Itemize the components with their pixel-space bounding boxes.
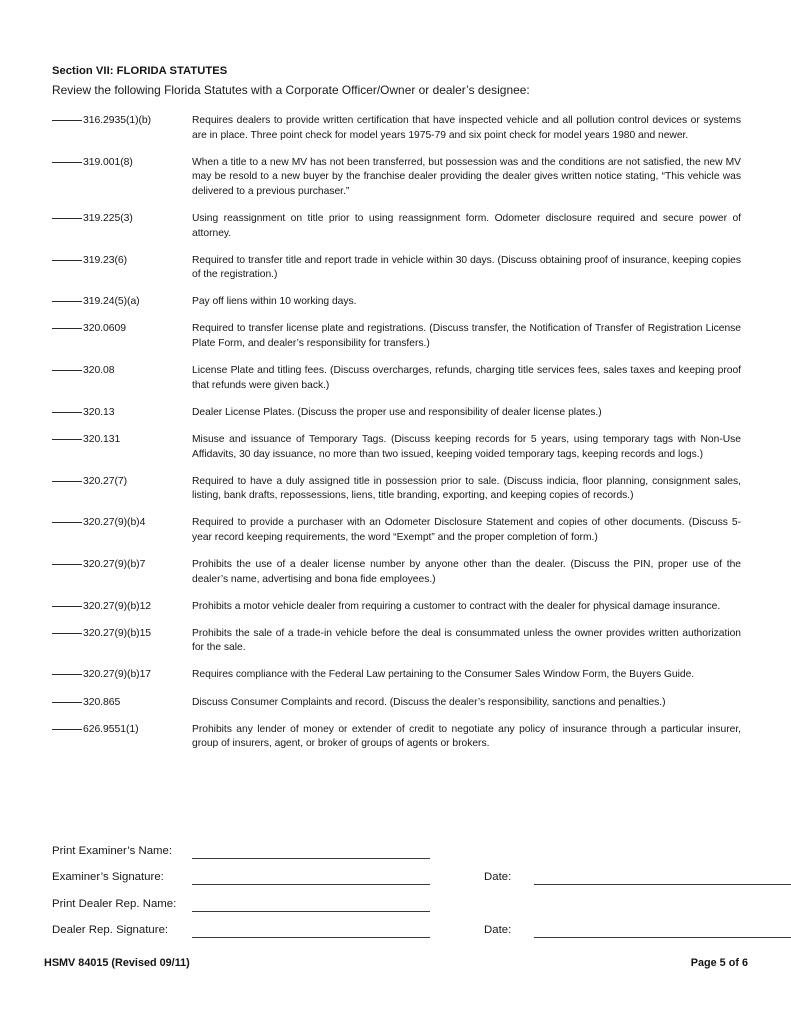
signature-input-line[interactable] xyxy=(192,846,430,859)
statute-row xyxy=(52,433,742,462)
statute-row xyxy=(52,627,742,656)
statute-checkbox-and-reference[interactable] xyxy=(52,406,192,421)
statute-initial-blank[interactable] xyxy=(52,260,82,261)
statute-row xyxy=(52,600,742,615)
statute-checkbox-and-reference[interactable] xyxy=(52,254,192,269)
statute-checkbox-and-reference[interactable] xyxy=(52,516,192,531)
statute-row xyxy=(52,516,742,545)
statute-checkbox-and-reference[interactable] xyxy=(52,600,192,615)
statute-initial-blank[interactable] xyxy=(52,674,82,675)
statute-row xyxy=(52,558,742,587)
statute-description: Discuss Consumer Complaints and record. (Discuss the dealer’s responsibility, sanctions and penalties.) xyxy=(192,696,666,708)
section-subheading: Review the following Florida Statutes with a Corporate Officer/Owner or dealer’s designee: xyxy=(52,83,530,97)
statute-checkbox-and-reference[interactable] xyxy=(52,627,192,642)
statute-row xyxy=(52,322,742,351)
statute-reference-label: 320.27(7) xyxy=(83,475,128,487)
statute-checkbox-and-reference[interactable] xyxy=(52,475,192,490)
statute-checkbox-and-reference[interactable] xyxy=(52,364,192,379)
signature-input-line[interactable] xyxy=(192,872,430,885)
statute-initial-blank[interactable] xyxy=(52,328,82,329)
statute-description: Required to transfer license plate and registrations. (Discuss transfer, the Notification of Transfer of Registration License Plate Form, and dealer’s responsibility for transfers.) xyxy=(192,323,741,350)
statute-reference-label: 320.865 xyxy=(83,696,121,708)
date-label: Date: xyxy=(484,924,512,936)
statute-initial-blank[interactable] xyxy=(52,301,82,302)
statute-checkbox-and-reference[interactable] xyxy=(52,433,192,448)
statute-row xyxy=(52,295,742,310)
statute-reference-label: 320.08 xyxy=(83,365,115,377)
statute-row xyxy=(52,406,742,421)
statute-description: Dealer License Plates. (Discuss the proper use and responsibility of dealer license plates.) xyxy=(192,406,602,418)
signature-row xyxy=(52,859,752,886)
statute-reference-label: 320.0609 xyxy=(83,323,126,335)
statute-reference-label: 320.27(9)(b)12 xyxy=(83,600,152,612)
statute-initial-blank[interactable] xyxy=(52,162,82,163)
statute-initial-blank[interactable] xyxy=(52,120,82,121)
signature-row xyxy=(52,832,752,859)
signature-label: Examiner’s Signature: xyxy=(52,871,164,883)
statute-initial-blank[interactable] xyxy=(52,633,82,634)
statute-reference-label: 319.23(6) xyxy=(83,254,128,266)
statute-reference-label: 320.13 xyxy=(83,406,115,418)
signature-block xyxy=(52,832,752,938)
statute-reference-label: 319.225(3) xyxy=(83,212,133,224)
statute-description: Requires compliance with the Federal Law pertaining to the Consumer Sales Window Form, the Buyers Guide. xyxy=(192,669,695,681)
statute-initial-blank[interactable] xyxy=(52,702,82,703)
statute-row xyxy=(52,364,742,393)
signature-label: Dealer Rep. Signature: xyxy=(52,924,169,936)
statute-row xyxy=(52,696,742,711)
statute-initial-blank[interactable] xyxy=(52,481,82,482)
signature-input-line[interactable] xyxy=(192,899,430,912)
statute-description: Requires dealers to provide written certification that have inspected vehicle and all pollution control devices or systems are in place. Three point check for model years 1975-79 and six point check for model years 1980 and newer. xyxy=(192,115,741,141)
statute-reference-label: 320.27(9)(b)15 xyxy=(83,627,152,639)
statute-description: Prohibits any lender of money or extender of credit to negotiate any policy of insurance through a particular insurer, group of insurers, agent, or broker of groups of agents or brokers. xyxy=(192,723,741,750)
statute-initial-blank[interactable] xyxy=(52,412,82,413)
statute-reference-label: 320.27(9)(b)17 xyxy=(83,669,152,681)
statute-row xyxy=(52,114,742,143)
statute-description: Prohibits a motor vehicle dealer from requiring a customer to contract with the dealer for physical damage insurance. xyxy=(192,600,721,612)
statute-checkbox-and-reference[interactable] xyxy=(52,295,192,310)
signature-row xyxy=(52,912,752,939)
statute-checkbox-and-reference[interactable] xyxy=(52,558,192,573)
statute-checkbox-and-reference[interactable] xyxy=(52,668,192,683)
statute-list xyxy=(52,114,742,752)
statute-initial-blank[interactable] xyxy=(52,522,82,523)
statute-row xyxy=(52,156,742,200)
statute-row xyxy=(52,723,742,752)
statute-initial-blank[interactable] xyxy=(52,439,82,440)
statute-description: Using reassignment on title prior to using reassignment form. Odometer disclosure required and secure power of attorney. xyxy=(192,212,741,239)
statute-description: Misuse and issuance of Temporary Tags. (Discuss keeping records for 5 years, using temporary tags with Non-Use Affidavits, 30 day issuance, no more than two issued, keeping voided temporary tags, keeping records and logs.) xyxy=(192,433,741,460)
date-label: Date: xyxy=(484,871,512,883)
statute-checkbox-and-reference[interactable] xyxy=(52,723,192,738)
signature-input-line[interactable] xyxy=(192,925,430,938)
statute-initial-blank[interactable] xyxy=(52,218,82,219)
statute-description: License Plate and titling fees. (Discuss overcharges, refunds, charging title services fees, sales taxes and keeping proof that refunds were given back.) xyxy=(192,365,741,391)
statute-checkbox-and-reference[interactable] xyxy=(52,114,192,129)
statute-reference-label: 316.2935(1)(b) xyxy=(83,115,152,126)
statute-row xyxy=(52,212,742,241)
statute-initial-blank[interactable] xyxy=(52,729,82,730)
statute-description: Required to transfer title and report trade in vehicle within 30 days. (Discuss obtaining proof of insurance, keeping copies of the registration.) xyxy=(192,254,741,281)
statute-reference-label: 319.001(8) xyxy=(83,156,133,168)
statute-reference-label: 320.27(9)(b)4 xyxy=(83,517,146,529)
statute-row xyxy=(52,668,742,683)
signature-label: Print Examiner’s Name: xyxy=(52,844,173,857)
footer-page-number: Page 5 of 6 xyxy=(690,957,748,969)
statute-reference-label: 320.27(9)(b)7 xyxy=(83,558,146,570)
statute-checkbox-and-reference[interactable] xyxy=(52,696,192,711)
statute-description: Required to provide a purchaser with an Odometer Disclosure Statement and copies of other documents. (Discuss 5-year record keeping requirements, the word “Exempt” and the proper completion of form.) xyxy=(192,517,741,543)
footer-form-id: HSMV 84015 (Revised 09/11) xyxy=(44,957,190,969)
statute-reference-label: 319.24(5)(a) xyxy=(83,296,140,308)
document-footer xyxy=(44,957,748,969)
statute-reference-label: 320.131 xyxy=(83,433,121,445)
statute-initial-blank[interactable] xyxy=(52,564,82,565)
statute-row xyxy=(52,475,742,504)
statute-initial-blank[interactable] xyxy=(52,370,82,371)
statute-reference-label: 626.9551(1) xyxy=(83,723,139,735)
statute-description: Pay off liens within 10 working days. xyxy=(192,296,357,308)
signature-label: Print Dealer Rep. Name: xyxy=(52,897,177,910)
statute-checkbox-and-reference[interactable] xyxy=(52,156,192,171)
date-input-line[interactable] xyxy=(534,925,791,938)
statute-checkbox-and-reference[interactable] xyxy=(52,322,192,337)
section-heading: Section VII: FLORIDA STATUTES xyxy=(52,65,228,77)
statute-description: Prohibits the sale of a trade-in vehicle before the deal is consummated unless the owner provides written authorization for the sale. xyxy=(192,627,741,654)
statute-row xyxy=(52,254,742,283)
document-content xyxy=(52,64,742,764)
signature-row xyxy=(52,885,752,912)
statute-description: Required to have a duly assigned title in possession prior to sale. (Discuss indicia, floor planning, consignment sales, listing, bank drafts, repossessions, liens, title branding, exporting, and keeping copies of records.) xyxy=(192,475,741,502)
statute-initial-blank[interactable] xyxy=(52,606,82,607)
statute-description: When a title to a new MV has not been transferred, but possession was and the conditions are not satisfied, the new MV may be resold to a new buyer by the franchise dealer providing the dealer gives written notice stating, “This vehicle was delivered to a previous purchaser.” xyxy=(192,156,741,197)
statute-description: Prohibits the use of a dealer license number by anyone other than the dealer. (Discuss the PIN, proper use of the dealer’s name, advertising and bona fide employees.) xyxy=(192,558,741,585)
date-input-line[interactable] xyxy=(534,872,791,885)
statute-checkbox-and-reference[interactable] xyxy=(52,212,192,227)
